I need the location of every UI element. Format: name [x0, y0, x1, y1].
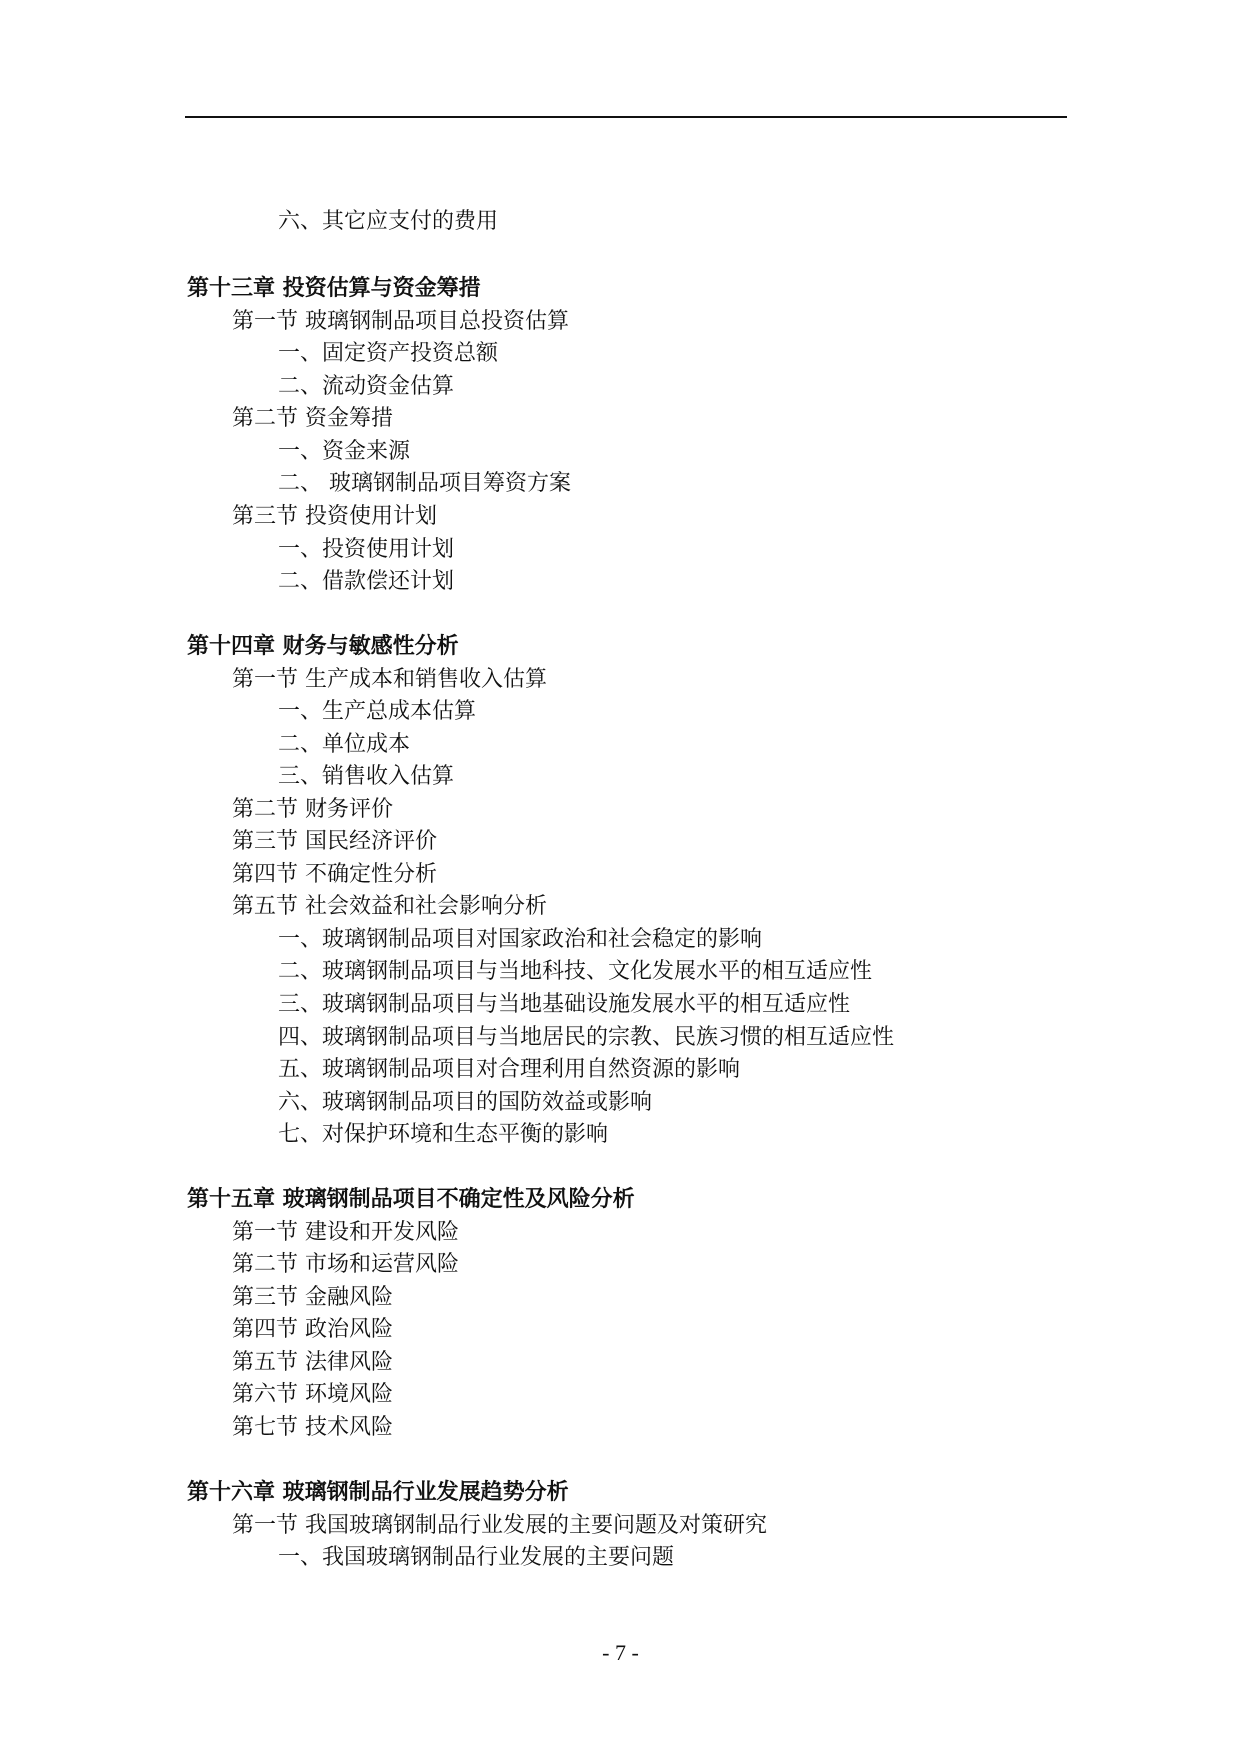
toc-section: 第一节 建设和开发风险: [232, 1220, 459, 1245]
page-number: - 7 -: [602, 1640, 639, 1665]
toc-item: 二、借款偿还计划: [278, 569, 455, 594]
toc-item: 一、我国玻璃钢制品行业发展的主要问题: [278, 1545, 675, 1570]
toc-item: 六、玻璃钢制品项目的国防效益或影响: [278, 1090, 653, 1115]
toc-chapter: 第十六章 玻璃钢制品行业发展趋势分析: [187, 1480, 569, 1505]
toc-chapter: 第十五章 玻璃钢制品项目不确定性及风险分析: [187, 1187, 635, 1212]
toc-item: 三、销售收入估算: [278, 764, 455, 789]
toc-item: 一、投资使用计划: [278, 537, 455, 562]
toc-item: 五、玻璃钢制品项目对合理利用自然资源的影响: [278, 1057, 741, 1082]
toc-item: 一、资金来源: [278, 439, 411, 464]
toc-item: 二、 玻璃钢制品项目筹资方案: [278, 471, 571, 496]
toc-section: 第三节 金融风险: [232, 1285, 393, 1310]
toc-section: 第一节 玻璃钢制品项目总投资估算: [232, 309, 569, 334]
toc-item: 二、玻璃钢制品项目与当地科技、文化发展水平的相互适应性: [278, 959, 873, 984]
toc-section: 第五节 社会效益和社会影响分析: [232, 894, 547, 919]
toc-item: 一、固定资产投资总额: [278, 341, 499, 366]
toc-item: 六、其它应支付的费用: [278, 209, 499, 234]
toc-item: 四、玻璃钢制品项目与当地居民的宗教、民族习惯的相互适应性: [278, 1025, 895, 1050]
toc-chapter: 第十四章 财务与敏感性分析: [187, 634, 459, 659]
toc-item: 二、单位成本: [278, 732, 411, 757]
toc-section: 第二节 市场和运营风险: [232, 1252, 459, 1277]
toc-section: 第二节 财务评价: [232, 797, 393, 822]
toc-item: 一、生产总成本估算: [278, 699, 477, 724]
toc-chapter: 第十三章 投资估算与资金筹措: [187, 276, 481, 301]
toc-item: 一、玻璃钢制品项目对国家政治和社会稳定的影响: [278, 927, 763, 952]
toc-section: 第五节 法律风险: [232, 1350, 393, 1375]
toc-section: 第四节 不确定性分析: [232, 862, 437, 887]
toc-section: 第六节 环境风险: [232, 1382, 393, 1407]
header-rule: [185, 116, 1067, 118]
toc-item: 三、玻璃钢制品项目与当地基础设施发展水平的相互适应性: [278, 992, 851, 1017]
toc-section: 第二节 资金筹措: [232, 406, 393, 431]
toc-section: 第三节 国民经济评价: [232, 829, 437, 854]
toc-item: 七、对保护环境和生态平衡的影响: [278, 1122, 609, 1147]
toc-section: 第七节 技术风险: [232, 1415, 393, 1440]
toc-section: 第四节 政治风险: [232, 1317, 393, 1342]
toc-section: 第一节 我国玻璃钢制品行业发展的主要问题及对策研究: [232, 1513, 767, 1538]
toc-section: 第三节 投资使用计划: [232, 504, 437, 529]
toc-section: 第一节 生产成本和销售收入估算: [232, 667, 547, 692]
toc-item: 二、流动资金估算: [278, 374, 455, 399]
